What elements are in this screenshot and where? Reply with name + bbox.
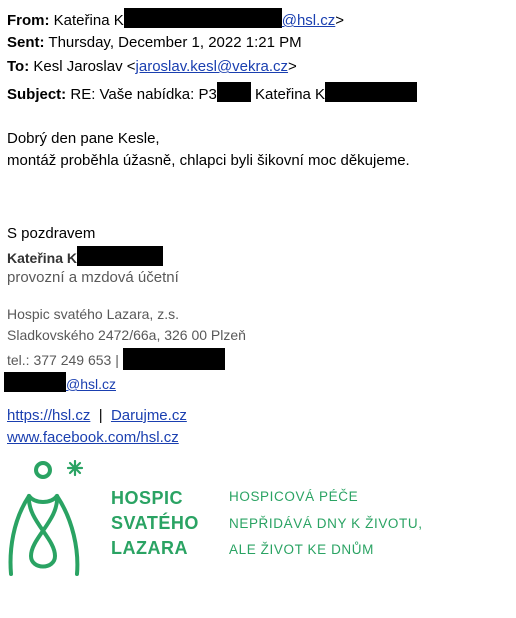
signature-email-link[interactable]: @hsl.cz (66, 376, 116, 392)
to-email-link[interactable]: jaroslav.kesl@vekra.cz (135, 58, 289, 75)
subject-row (7, 82, 417, 105)
facebook-row (7, 427, 179, 448)
sent-row (7, 33, 302, 53)
signature-links-row (7, 405, 187, 426)
slogan-line-1: HOSPICOVÁ PÉČE (229, 489, 359, 504)
logo-line-2: SVATÉHO (111, 513, 199, 533)
logo-line-3: LAZARA (111, 538, 188, 558)
redaction-box (325, 82, 417, 102)
from-label: From: (7, 12, 50, 29)
logo-line-1: HOSPIC (111, 488, 184, 508)
signature-org: Hospic svatého Lazara, z.s. (7, 306, 179, 322)
redaction-box (124, 8, 282, 28)
from-row (7, 8, 344, 31)
subject-label: Subject: (7, 86, 67, 103)
signature-name-row (7, 246, 163, 268)
signature-role: provozní a mzdová účetní (7, 269, 179, 286)
signature-email-row (7, 372, 116, 394)
message-greeting: Dobrý den pane Kesle, (7, 130, 160, 147)
signature-phone-row (7, 348, 225, 370)
sent-value: Thursday, December 1, 2022 1:21 PM (48, 34, 302, 51)
to-name: Kesl Jaroslav < (33, 58, 136, 75)
from-close: > (335, 12, 345, 29)
from-name: Kateřina K (53, 12, 124, 29)
darujme-link[interactable]: Darujme.cz (110, 407, 187, 424)
message-body: montáž proběhla úžasně, chlapci byli šikovní moc děkujeme. (7, 152, 410, 169)
to-row (7, 57, 297, 77)
subject-prefix: RE: Vaše nabídka: P3 (70, 86, 217, 103)
redaction-box (77, 246, 163, 266)
signature-closing: S pozdravem (7, 225, 96, 242)
slogan-line-3: ALE ŽIVOT KE DNŮM (229, 542, 374, 557)
website-link[interactable]: https://hsl.cz (7, 407, 91, 424)
subject-name: Kateřina K (255, 86, 326, 103)
from-email-link[interactable]: @hsl.cz (281, 12, 336, 29)
to-label: To: (7, 58, 30, 75)
signature-name: Kateřina K (7, 250, 78, 266)
sent-label: Sent: (7, 34, 45, 51)
to-close: > (288, 58, 297, 75)
signature-phone: tel.: 377 249 653 | (7, 352, 119, 368)
links-separator: | (98, 407, 103, 424)
hospic-logo-icon (5, 460, 100, 585)
redaction-box (217, 82, 251, 102)
redaction-box (123, 348, 225, 370)
facebook-link[interactable]: www.facebook.com/hsl.cz (7, 429, 179, 446)
signature-address: Sladkovského 2472/66a, 326 00 Plzeň (7, 327, 246, 343)
slogan-line-2: NEPŘIDÁVÁ DNY K ŽIVOTU, (229, 516, 423, 531)
redaction-box (4, 372, 66, 392)
